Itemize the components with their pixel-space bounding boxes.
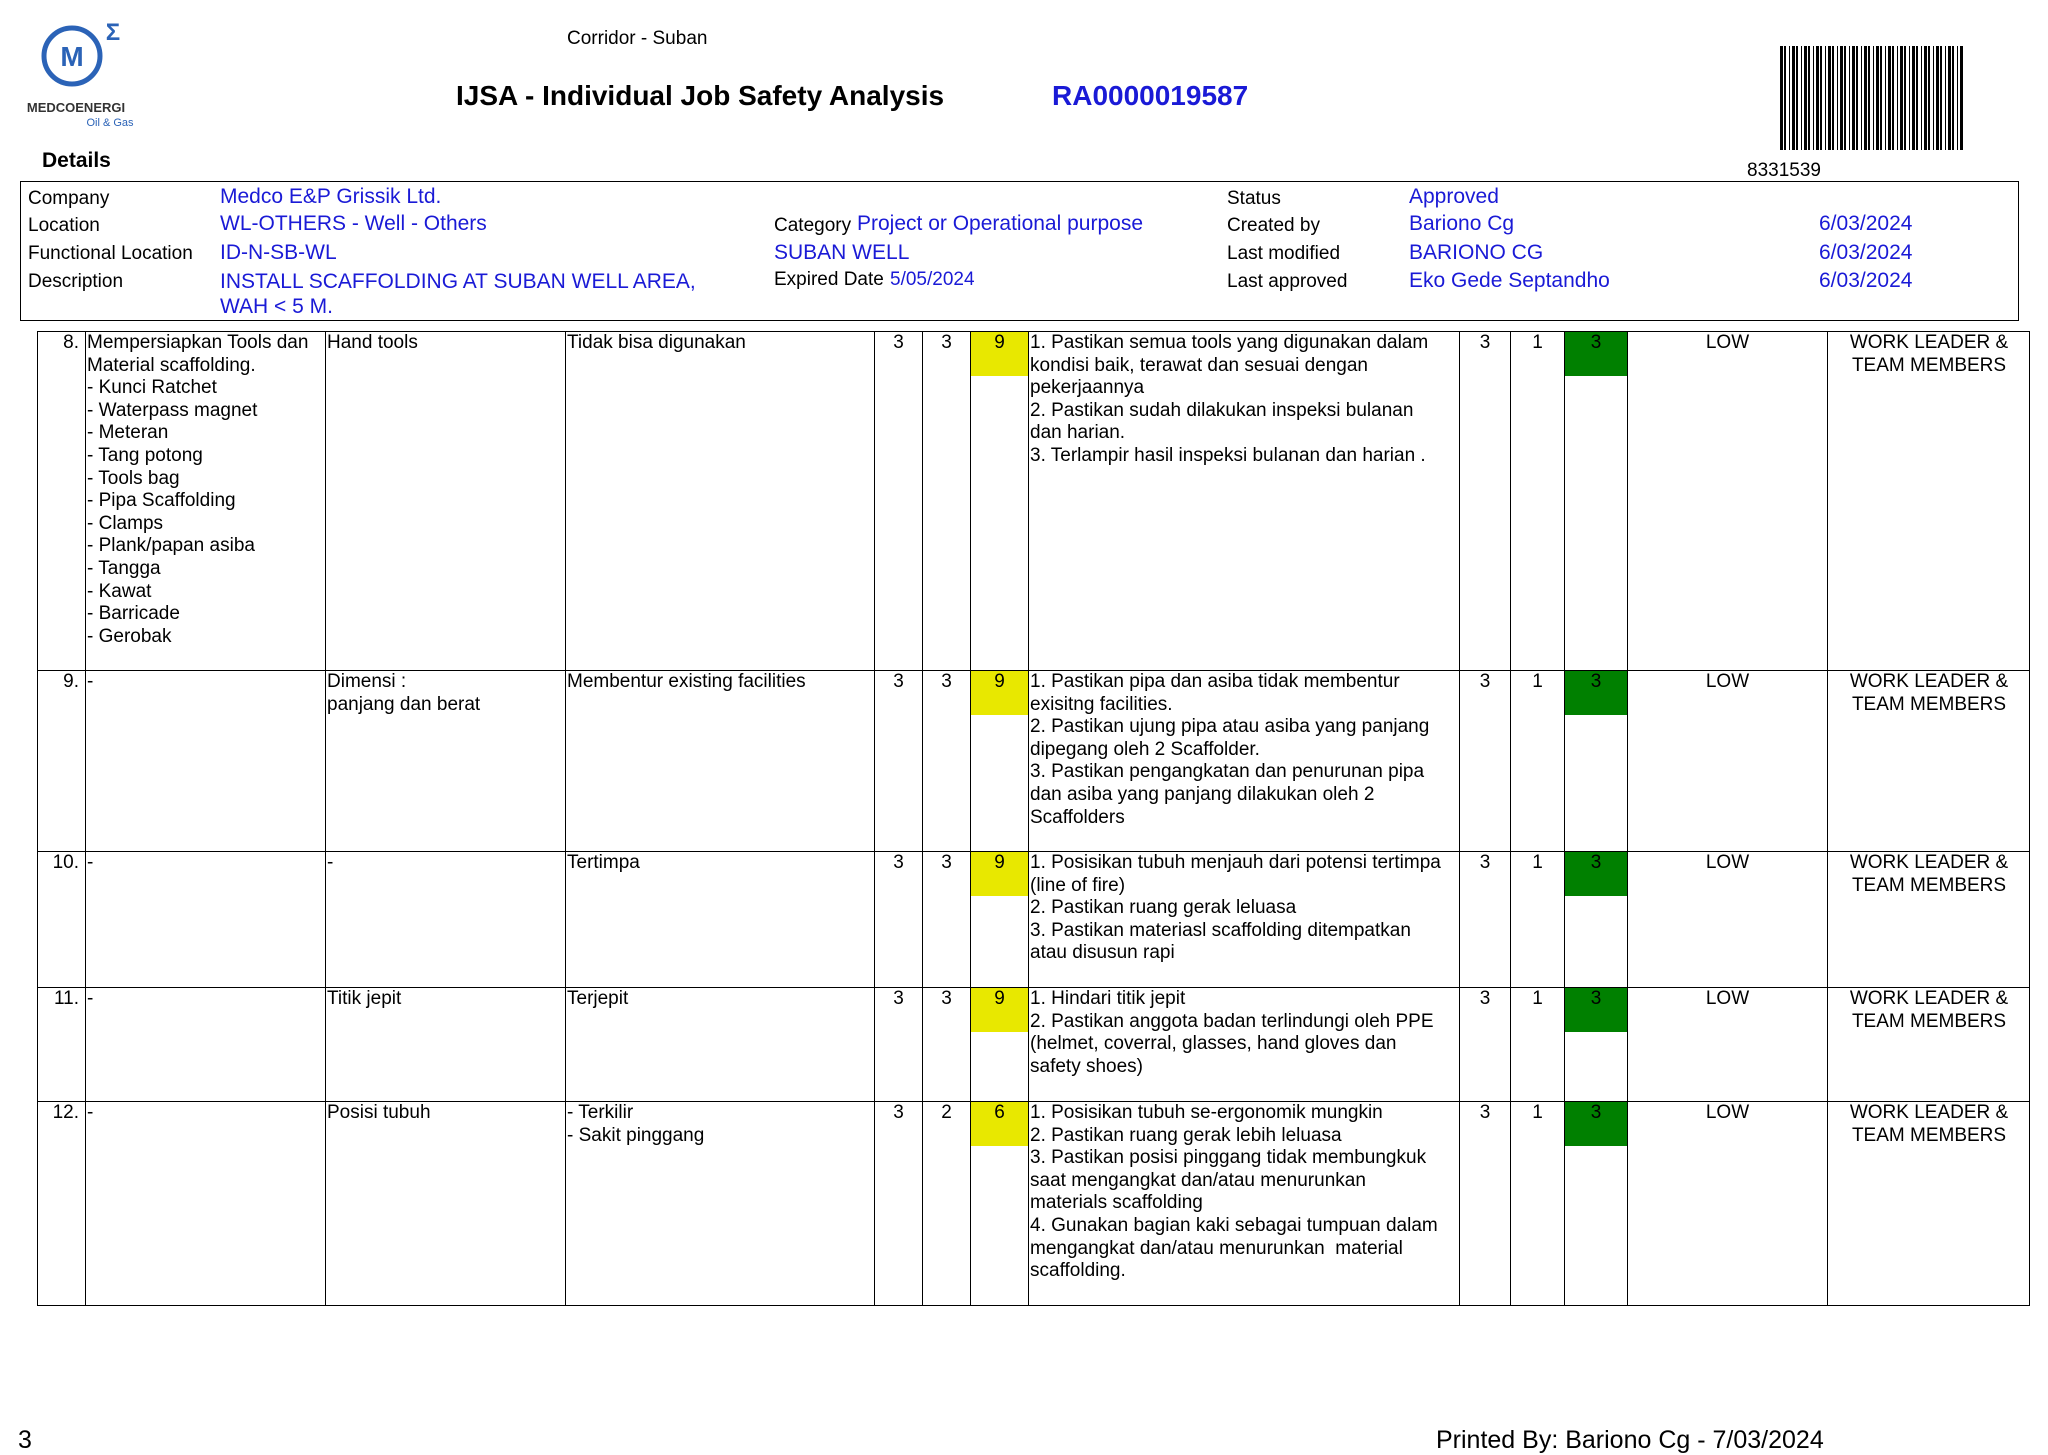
residual-severity-value: 3 [1479, 332, 1491, 353]
residual-likelihood-value: 1 [1532, 852, 1543, 873]
job-step-line: - Tang potong [87, 444, 203, 466]
control-measures-line: 1. Pastikan semua tools yang digunakan dalam [1030, 332, 1429, 353]
initial-risk-value: 9 [971, 988, 1028, 1032]
job-step-line: - Clamps [87, 512, 164, 534]
risk-rating [1628, 988, 1828, 1102]
control-measures-line: 1. Posisikan tubuh se-ergonomik mungkin [1030, 1102, 1383, 1123]
control-measures-line: safety shoes) [1030, 1055, 1143, 1077]
initial-likelihood [923, 332, 971, 671]
control-measures-line: dipegang oleh 2 Scaffolder. [1030, 738, 1260, 760]
initial-risk-value: 6 [971, 1102, 1028, 1146]
status-value: Approved [1409, 185, 1499, 208]
responsible-party-line: TEAM MEMBERS [1851, 693, 2007, 715]
control-measures [1029, 671, 1460, 852]
residual-risk [1565, 1102, 1628, 1306]
responsible-party-line: WORK LEADER & [1849, 332, 2009, 353]
initial-severity-value: 3 [893, 671, 904, 692]
initial-severity [875, 332, 923, 671]
hazard [326, 332, 566, 671]
step-number-value: 12. [52, 1102, 79, 1123]
step-number-value: 9. [63, 671, 79, 692]
control-measures-line: Scaffolders [1030, 806, 1125, 828]
responsible-party [1828, 332, 2030, 671]
residual-severity-value: 3 [1479, 988, 1491, 1009]
page-title: IJSA - Individual Job Safety Analysis [456, 80, 945, 111]
barcode-number: 8331539 [1747, 160, 1821, 181]
responsible-party-line: TEAM MEMBERS [1851, 1124, 2007, 1146]
consequence-line: Tertimpa [567, 852, 640, 873]
control-measures-line: exisitng facilities. [1030, 693, 1173, 715]
description-value-line2: WAH < 5 M. [220, 295, 333, 318]
job-step-line: - Pipa Scaffolding [87, 490, 236, 512]
residual-likelihood [1511, 852, 1565, 988]
job-step-line: - Kawat [87, 580, 152, 602]
control-measures [1029, 852, 1460, 988]
control-measures-line: 2. Pastikan ujung pipa atau asiba yang panjang [1030, 716, 1430, 738]
residual-risk [1565, 988, 1628, 1102]
document-number: RA0000019587 [1052, 80, 1249, 111]
control-measures-line: kondisi baik, terawat dan sesuai dengan [1030, 354, 1369, 376]
initial-severity-value: 3 [893, 332, 904, 353]
details-panel [20, 181, 2019, 321]
hazard [326, 1102, 566, 1306]
control-measures [1029, 988, 1460, 1102]
job-step-line: - Kunci Ratchet [87, 377, 217, 399]
residual-likelihood [1511, 988, 1565, 1102]
hazard [326, 671, 566, 852]
consequence [566, 1102, 875, 1306]
step-number [38, 852, 86, 988]
initial-likelihood [923, 988, 971, 1102]
residual-severity-value: 3 [1479, 1102, 1491, 1123]
job-step [86, 988, 326, 1102]
hazard-line: Hand tools [327, 332, 418, 353]
residual-likelihood-value: 1 [1532, 1102, 1543, 1123]
control-measures-line: 3. Pastikan posisi pinggang tidak membungkuk [1030, 1147, 1427, 1169]
last-modified-by-value: BARIONO CG [1409, 241, 1544, 264]
created-date-value: 6/03/2024 [1819, 212, 1913, 235]
hazard-line: Titik jepit [327, 988, 402, 1009]
svg-text:Σ: Σ [105, 19, 121, 46]
control-measures-line: 1. Hindari titik jepit [1030, 988, 1186, 1009]
job-step-line: - Meteran [87, 422, 169, 444]
job-step-line: - [87, 671, 94, 692]
responsible-party-line: WORK LEADER & [1849, 671, 2009, 692]
risk-rating [1628, 852, 1828, 988]
table-row [38, 1102, 2030, 1306]
job-step [86, 332, 326, 671]
control-measures-line: atau disusun rapi [1030, 942, 1175, 964]
responsible-party [1828, 671, 2030, 852]
residual-likelihood-value: 1 [1532, 988, 1543, 1009]
details-heading: Details [42, 149, 111, 172]
job-step-line: - Waterpass magnet [87, 399, 258, 421]
responsible-party [1828, 1102, 2030, 1306]
last-modified-date-value: 6/03/2024 [1819, 241, 1913, 264]
control-measures-line: 2. Pastikan sudah dilakukan inspeksi bulanan [1030, 399, 1414, 421]
control-measures-line: 2. Pastikan ruang gerak leluasa [1030, 897, 1297, 919]
residual-severity [1460, 671, 1511, 852]
control-measures [1029, 332, 1460, 671]
company-label: Company [28, 188, 110, 209]
residual-likelihood [1511, 332, 1565, 671]
category-value: Project or Operational purpose [857, 212, 1143, 235]
responsible-party-line: WORK LEADER & [1849, 988, 2009, 1009]
initial-risk [971, 988, 1029, 1102]
last-modified-label: Last modified [1227, 243, 1341, 264]
table-row [38, 988, 2030, 1102]
job-step-line: - Tools bag [87, 467, 180, 489]
created-by-value: Bariono Cg [1409, 212, 1515, 235]
functional-location-value: ID-N-SB-WL [220, 241, 337, 264]
medcoenergi-logo [20, 18, 150, 130]
initial-likelihood-value: 2 [941, 1102, 952, 1123]
job-step [86, 852, 326, 988]
control-measures-line: 3. Terlampir hasil inspeksi bulanan dan harian . [1030, 444, 1426, 466]
responsible-party [1828, 852, 2030, 988]
residual-severity-value: 3 [1479, 671, 1491, 692]
consequence-line: Tidak bisa digunakan [567, 332, 746, 353]
initial-risk-value: 9 [971, 332, 1028, 376]
control-measures-line: dan harian. [1030, 422, 1126, 444]
job-step [86, 1102, 326, 1306]
risk-rating [1628, 332, 1828, 671]
consequence-line: - Sakit pinggang [567, 1124, 705, 1146]
svg-text:Oil & Gas: Oil & Gas [86, 117, 134, 129]
residual-likelihood-value: 1 [1532, 671, 1543, 692]
responsible-party-line: TEAM MEMBERS [1851, 1010, 2007, 1032]
residual-risk-value: 3 [1565, 852, 1627, 896]
initial-risk-value: 9 [971, 852, 1028, 896]
initial-severity-value: 3 [893, 1102, 904, 1123]
step-number-value: 8. [63, 332, 79, 353]
consequence-line: Terjepit [567, 988, 629, 1009]
step-number [38, 988, 86, 1102]
residual-risk-value: 3 [1565, 988, 1627, 1032]
logo-mark-icon [20, 18, 150, 130]
last-approved-label: Last approved [1227, 271, 1348, 292]
residual-likelihood-value: 1 [1532, 332, 1543, 353]
hazard-line: Dimensi : [327, 671, 407, 692]
residual-risk-value: 3 [1565, 332, 1627, 376]
risk-rating-value: LOW [1705, 988, 1750, 1009]
job-steps-table [37, 331, 2030, 1306]
initial-severity-value: 3 [893, 852, 904, 873]
step-number-value: 11. [53, 988, 79, 1009]
control-measures-line: pekerjaannya [1030, 377, 1145, 399]
risk-rating-value: LOW [1705, 671, 1750, 692]
table-row [38, 332, 2030, 671]
residual-severity-value: 3 [1479, 852, 1491, 873]
residual-likelihood [1511, 671, 1565, 852]
control-measures-line: 1. Posisikan tubuh menjauh dari potensi tertimpa [1030, 852, 1441, 873]
step-number [38, 671, 86, 852]
control-measures-line: dan asiba yang panjang dilakukan oleh 2 [1030, 783, 1375, 805]
step-number-value: 10. [52, 852, 79, 873]
step-number [38, 1102, 86, 1306]
location-label: Location [28, 215, 100, 236]
control-measures-line: mengangkat dan/atau menurunkan material [1030, 1237, 1403, 1259]
hazard [326, 852, 566, 988]
responsible-party [1828, 988, 2030, 1102]
initial-likelihood-value: 3 [941, 852, 952, 873]
description-value-line1: INSTALL SCAFFOLDING AT SUBAN WELL AREA, [220, 270, 696, 293]
job-step-line: - [87, 1102, 94, 1123]
printed-by: Printed By: Bariono Cg - 7/03/2024 [1436, 1426, 1824, 1454]
initial-risk [971, 332, 1029, 671]
hazard-line: panjang dan berat [327, 693, 481, 715]
control-measures-line: saat mengangkat dan/atau menurunkan [1030, 1169, 1366, 1191]
svg-text:M: M [60, 41, 84, 72]
residual-severity [1460, 852, 1511, 988]
control-measures-line: 3. Pastikan pengangkatan dan penurunan pipa [1030, 761, 1425, 783]
job-step-line: Mempersiapkan Tools dan [87, 332, 309, 353]
residual-likelihood [1511, 1102, 1565, 1306]
responsible-party-line: TEAM MEMBERS [1851, 354, 2007, 376]
initial-likelihood-value: 3 [941, 332, 952, 353]
control-measures-line: 2. Pastikan anggota badan terlindungi oleh PPE [1030, 1010, 1434, 1032]
initial-severity-value: 3 [893, 988, 904, 1009]
residual-risk [1565, 852, 1628, 988]
responsible-party-line: WORK LEADER & [1849, 852, 2009, 873]
svg-text:MEDCOENERGI: MEDCOENERGI [26, 100, 126, 115]
corridor-label: Corridor - Suban [567, 28, 708, 49]
barcode-icon [1778, 46, 1968, 150]
initial-likelihood [923, 671, 971, 852]
control-measures-line: scaffolding. [1030, 1260, 1126, 1282]
residual-severity [1460, 1102, 1511, 1306]
location-value: WL-OTHERS - Well - Others [220, 212, 487, 235]
residual-risk-value: 3 [1565, 671, 1627, 715]
job-step-line: - Gerobak [87, 625, 172, 647]
consequence [566, 671, 875, 852]
consequence [566, 332, 875, 671]
hazard-line: Posisi tubuh [327, 1102, 431, 1123]
hazard-line: - [327, 852, 334, 873]
residual-risk [1565, 332, 1628, 671]
initial-likelihood [923, 852, 971, 988]
hazard [326, 988, 566, 1102]
table-row [38, 671, 2030, 852]
residual-risk-value: 3 [1565, 1102, 1627, 1146]
consequence-line: - Terkilir [567, 1102, 634, 1123]
step-number [38, 332, 86, 671]
barcode [1778, 46, 1968, 150]
responsible-party-line: TEAM MEMBERS [1851, 874, 2007, 896]
initial-risk [971, 671, 1029, 852]
control-measures-line: 1. Pastikan pipa dan asiba tidak membentur [1030, 671, 1400, 692]
category-label: Category [774, 215, 852, 236]
table-row [38, 852, 2030, 988]
consequence-line: Membentur existing facilities [567, 671, 806, 692]
job-step [86, 671, 326, 852]
responsible-party-line: WORK LEADER & [1849, 1102, 2009, 1123]
control-measures-line: materials scaffolding [1030, 1192, 1203, 1214]
initial-severity [875, 1102, 923, 1306]
job-step-line: - [87, 852, 94, 873]
risk-rating [1628, 671, 1828, 852]
residual-severity [1460, 988, 1511, 1102]
control-measures [1029, 1102, 1460, 1306]
job-step-line: Material scaffolding. [87, 354, 256, 376]
initial-severity [875, 988, 923, 1102]
last-approved-by-value: Eko Gede Septandho [1409, 269, 1610, 292]
control-measures-line: 2. Pastikan ruang gerak lebih leluasa [1030, 1124, 1342, 1146]
job-step-line: - Tangga [87, 557, 161, 579]
company-value: Medco E&P Grissik Ltd. [220, 185, 442, 208]
category-sub-value: SUBAN WELL [774, 241, 910, 264]
created-by-label: Created by [1227, 215, 1320, 236]
job-step-line: - Plank/papan asiba [87, 535, 255, 557]
residual-severity [1460, 332, 1511, 671]
initial-severity [875, 852, 923, 988]
last-approved-date-value: 6/03/2024 [1819, 269, 1913, 292]
initial-risk [971, 1102, 1029, 1306]
initial-risk [971, 852, 1029, 988]
description-label: Description [28, 271, 124, 292]
consequence [566, 852, 875, 988]
residual-risk [1565, 671, 1628, 852]
initial-likelihood-value: 3 [941, 671, 952, 692]
initial-severity [875, 671, 923, 852]
control-measures-line: (line of fire) [1030, 874, 1126, 896]
initial-risk-value: 9 [971, 671, 1028, 715]
consequence [566, 988, 875, 1102]
job-step-line: - [87, 988, 94, 1009]
initial-likelihood [923, 1102, 971, 1306]
control-measures-line: 4. Gunakan bagian kaki sebagai tumpuan dalam [1030, 1214, 1438, 1236]
risk-rating-value: LOW [1705, 332, 1750, 353]
functional-location-label: Functional Location [28, 243, 193, 264]
control-measures-line: (helmet, coverral, glasses, hand gloves dan [1030, 1033, 1397, 1055]
job-step-line: - Barricade [87, 603, 180, 625]
page-number: 3 [18, 1426, 32, 1454]
risk-rating [1628, 1102, 1828, 1306]
status-label: Status [1227, 188, 1281, 209]
expired-date-value: 5/05/2024 [890, 269, 975, 290]
control-measures-line: 3. Pastikan materiasl scaffolding ditempatkan [1030, 919, 1411, 941]
initial-likelihood-value: 3 [941, 988, 952, 1009]
risk-rating-value: LOW [1705, 852, 1750, 873]
risk-rating-value: LOW [1705, 1102, 1750, 1123]
expired-date-label: Expired Date [774, 269, 884, 290]
